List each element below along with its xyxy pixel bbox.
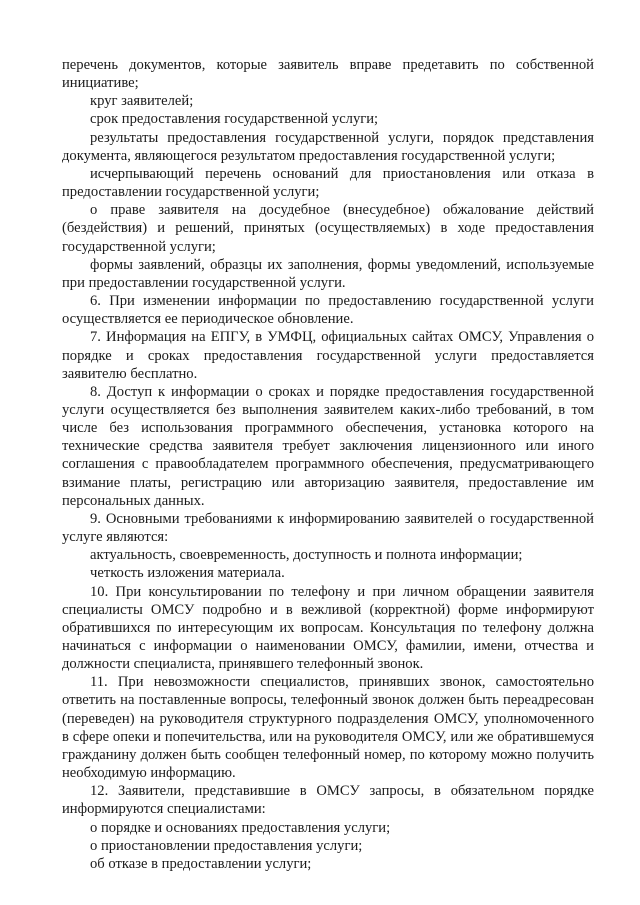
paragraph-service-term: срок предоставления государственной услуги; [90,111,379,128]
paragraph-documents-list: перечень документов, которые заявитель вправе предетавить по собственной инициативе; [62,57,594,92]
paragraph-applicants: круг заявителей; [90,93,194,110]
paragraph-appeal-right: о праве заявителя на досудебное (внесудебное) обжалование действий (бездействия) и решений, принятых (осуществляемых) в ходе предоставления государственной услуги; [62,202,594,255]
paragraph-forms: формы заявлений, образцы их заполнения, формы уведомлений, используемые при предоставлении государственной услуги. [62,256,594,291]
paragraph-requirement-clarity: четкость изложения материала. [90,565,285,582]
paragraph-item-11: 11. При невозможности специалистов, принявших звонок, самостоятельно ответить на поставленные вопросы, телефонный звонок должен быть переадресован (переведен) на руководителя структурного подразделения ОМСУ, уполномоченного в сфере опеки и попечительства, или на руководителя ОМСУ, или же обратившемуся гражданину должен быть сообщен телефонный номер, по которому можно получить необходимую информацию. [62,674,594,782]
paragraph-service-results: результаты предоставления государственной услуги, порядок представления документа, являющегося результатом предоставления государственной услуги; [62,129,594,164]
paragraph-item-7: 7. Информация на ЕПГУ, в УМФЦ, официальных сайтах ОМСУ, Управления о порядке и сроках предоставления государственной услуги предоставляется заявителю бесплатно. [62,329,594,382]
paragraph-requirement-relevance: актуальность, своевременность, доступность и полнота информации; [90,547,523,564]
paragraph-item-10: 10. При консультировании по телефону и при личном обращении заявителя специалисты ОМСУ подробно и в вежливой (корректной) форме информируют обратившихся по интересующим их вопросам. Консультация по телефону должна начинаться с информации о наименовании ОМСУ, фамилии, имени, отчества и должности специалиста, принявшего телефонный звонок. [62,583,594,673]
paragraph-refusal-grounds: исчерпывающий перечень оснований для приостановления или отказа в предоставлении государственной услуги; [62,165,594,201]
paragraph-info-suspension: о приостановлении предоставления услуги; [90,837,363,854]
paragraph-info-refusal: об отказе в предоставлении услуги; [90,855,312,872]
paragraph-item-9: 9. Основными требованиями к информированию заявителей о государственной услуге являются: [62,510,594,546]
document-page [62,56,594,873]
paragraph-item-8: 8. Доступ к информации о сроках и порядке предоставления государственной услуги осуществляется без выполнения заявителем каких-либо требований, в том числе без использования программного обеспечения, установка которого на технические средства заявителя требует заключения лицензионного или иного соглашения с правообладателем программного обеспечения, предусматривающего взимание платы, регистрацию или авторизацию заявителя, предоставление им персональных данных. [62,383,594,509]
paragraph-item-12: 12. Заявители, представившие в ОМСУ запросы, в обязательном порядке информируются специалистами: [62,783,594,818]
paragraph-info-procedure: о порядке и основаниях предоставления услуги; [90,819,391,836]
paragraph-item-6: 6. При изменении информации по предоставлению государственной услуги осуществляется ее периодическое обновление. [62,293,594,328]
